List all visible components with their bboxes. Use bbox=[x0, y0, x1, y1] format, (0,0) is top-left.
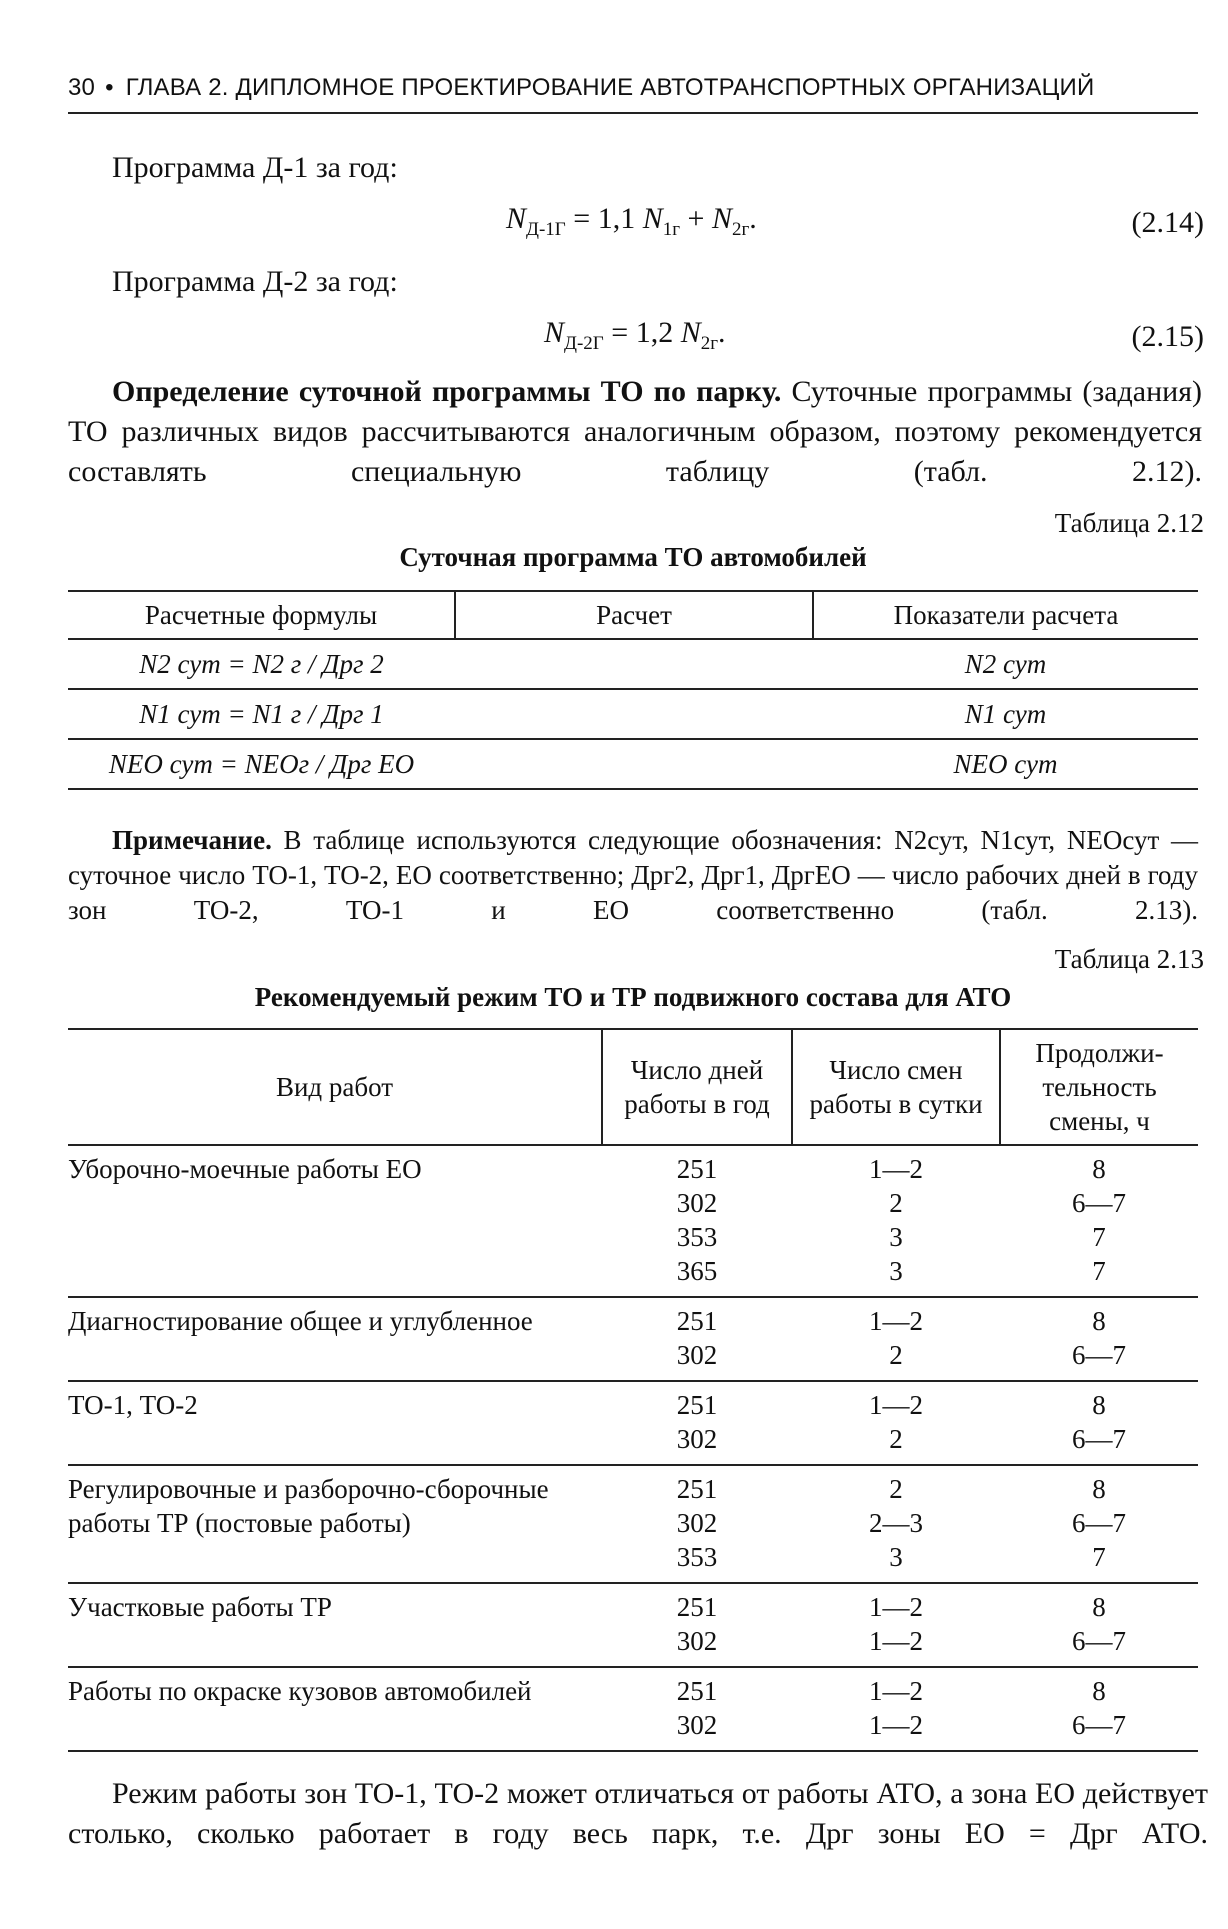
table-cell-calc bbox=[455, 689, 813, 739]
table-row bbox=[68, 689, 1198, 739]
table-2-12-title: Суточная программа ТО автомобилей bbox=[399, 542, 867, 572]
work-type: Диагностирование общее и углубленное bbox=[68, 1297, 602, 1381]
table-cell-formula: NЕО сут = NЕОг / Дрг ЕО bbox=[68, 739, 455, 789]
days-per-year: 251 302 bbox=[602, 1667, 792, 1751]
table-2-13-header: Число дней работы в год bbox=[602, 1029, 792, 1145]
equation-number-2-14: (2.14) bbox=[1131, 206, 1204, 239]
table-2-12-header: Расчетные формулы bbox=[68, 591, 455, 639]
shift-duration: 8 6—7 bbox=[1000, 1667, 1198, 1751]
table-2-13-header: Вид работ bbox=[68, 1029, 602, 1145]
days-per-year: 251 302 bbox=[602, 1381, 792, 1465]
days-per-year: 251 302 bbox=[602, 1297, 792, 1381]
table-2-13 bbox=[68, 1028, 1198, 1752]
table-cell-calc bbox=[455, 739, 813, 789]
table-cell-calc bbox=[455, 639, 813, 689]
table-row bbox=[68, 1381, 1198, 1465]
table-row bbox=[68, 1297, 1198, 1381]
table-row bbox=[68, 739, 1198, 789]
note-label: Примечание. bbox=[112, 825, 272, 855]
work-type: Регулировочные и разборочно-сборочные работы ТР (постовые работы) bbox=[68, 1465, 602, 1583]
bottom-text: Режим работы зон ТО-1, ТО-2 может отличаться от работы АТО, а зона ЕО действует столько, сколько работает в году весь парк, т.е. Дрг зоны ЕО = Дрг АТО. bbox=[68, 1777, 1208, 1850]
table-cell-formula: N1 сут = N1 г / Дрг 1 bbox=[68, 689, 455, 739]
table-row bbox=[68, 1583, 1198, 1667]
shifts-per-day: 1—2 2 3 3 bbox=[792, 1145, 1000, 1297]
shift-duration: 8 6—7 bbox=[1000, 1583, 1198, 1667]
chapter-title: ГЛАВА 2. ДИПЛОМНОЕ ПРОЕКТИРОВАНИЕ АВТОТРАНСПОРТНЫХ ОРГАНИЗАЦИЙ bbox=[125, 74, 1095, 101]
table-row bbox=[68, 639, 1198, 689]
table-2-12 bbox=[68, 590, 1198, 790]
shift-duration: 8 6—7 7 bbox=[1000, 1465, 1198, 1583]
work-type: ТО-1, ТО-2 bbox=[68, 1381, 602, 1465]
table-2-13-label: Таблица 2.13 bbox=[1054, 944, 1204, 974]
formula-2-14: $N_{Д-1Г} = 1,1$ $N_{1г} + N_{2г}$. bbox=[506, 202, 757, 240]
running-header bbox=[68, 74, 1188, 102]
shifts-per-day: 1—2 1—2 bbox=[792, 1667, 1000, 1751]
header-bullet: • bbox=[105, 74, 114, 101]
table-2-12-header: Расчет bbox=[455, 591, 813, 639]
table-2-13-title: Рекомендуемый режим ТО и ТР подвижного состава для АТО bbox=[254, 982, 1012, 1012]
daily-program-text: Суточные программы (задания) ТО различных видов рассчитываются аналогичным образом, поэтому рекомендуется составлять специальную таблицу (табл. 2.12). bbox=[68, 375, 1203, 488]
table-cell-indicator: NЕО сут bbox=[813, 739, 1198, 789]
page-number: 30 bbox=[68, 74, 96, 101]
days-per-year: 251 302 bbox=[602, 1583, 792, 1667]
table-cell-indicator: N1 сут bbox=[813, 689, 1198, 739]
work-type: Участковые работы ТР bbox=[68, 1583, 602, 1667]
work-type: Работы по окраске кузовов автомобилей bbox=[68, 1667, 602, 1751]
bottom-paragraph bbox=[68, 1774, 1208, 1894]
note-text: В таблице используются следующие обозначения: N2сут, N1сут, NЕОсут — суточное число ТО-1, ТО-2, ЕО соответственно; Дрг2, Дрг1, ДргЕО — число рабочих дней в году зон ТО-2, ТО-1 и ЕО соответственно (табл. 2.13). bbox=[68, 825, 1198, 925]
daily-program-paragraph bbox=[68, 372, 1202, 532]
shift-duration: 8 6—7 7 7 bbox=[1000, 1145, 1198, 1297]
program-d1-intro: Программа Д-1 за год: bbox=[112, 151, 398, 184]
shifts-per-day: 1—2 2 bbox=[792, 1297, 1000, 1381]
table-cell-formula: N2 сут = N2 г / Дрг 2 bbox=[68, 639, 455, 689]
days-per-year: 251 302 353 bbox=[602, 1465, 792, 1583]
equation-number-2-15: (2.15) bbox=[1131, 320, 1204, 353]
table-row bbox=[68, 1465, 1198, 1583]
daily-program-title: Определение суточной программы ТО по парку. bbox=[112, 375, 782, 408]
table-note bbox=[68, 823, 1198, 963]
table-2-12-header: Показатели расчета bbox=[813, 591, 1198, 639]
shift-duration: 8 6—7 bbox=[1000, 1297, 1198, 1381]
table-2-12-label: Таблица 2.12 bbox=[1054, 508, 1204, 538]
program-d2-intro: Программа Д-2 за год: bbox=[112, 265, 398, 298]
work-type: Уборочно-моечные работы ЕО bbox=[68, 1145, 602, 1297]
formula-2-15: $N_{Д-2Г} = 1,2$ $N_{2г}$. bbox=[544, 316, 726, 354]
table-2-13-header: Число смен работы в сутки bbox=[792, 1029, 1000, 1145]
shifts-per-day: 1—2 2 bbox=[792, 1381, 1000, 1465]
header-rule bbox=[68, 112, 1198, 114]
shift-duration: 8 6—7 bbox=[1000, 1381, 1198, 1465]
table-row bbox=[68, 1667, 1198, 1751]
shifts-per-day: 2 2—3 3 bbox=[792, 1465, 1000, 1583]
table-2-13-header: Продолжи-тельность смены, ч bbox=[1000, 1029, 1198, 1145]
shifts-per-day: 1—2 1—2 bbox=[792, 1583, 1000, 1667]
table-row bbox=[68, 1145, 1198, 1297]
days-per-year: 251 302 353 365 bbox=[602, 1145, 792, 1297]
table-cell-indicator: N2 сут bbox=[813, 639, 1198, 689]
